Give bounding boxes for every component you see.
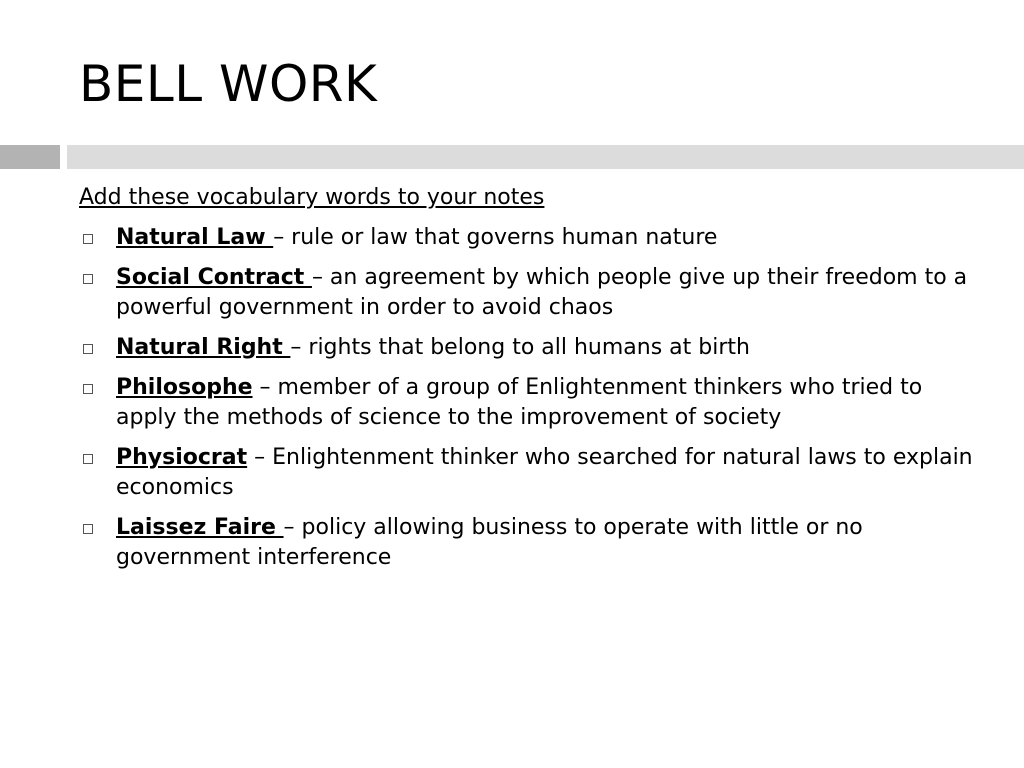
hollow-square-icon (83, 234, 93, 244)
vocab-definition: – an agreement by which people give up their freedom to a powerful government in order to avoid chaos (116, 265, 968, 320)
vocab-term: Physiocrat (116, 445, 248, 470)
hollow-square-icon (83, 274, 93, 284)
list-item (79, 333, 979, 363)
list-item (79, 443, 979, 503)
hollow-square-icon (83, 454, 93, 464)
vocab-definition: – Enlightenment thinker who searched for natural laws to explain economics (116, 445, 973, 500)
vocabulary-list (79, 223, 979, 573)
accent-bar-right (67, 145, 1024, 169)
list-item (79, 223, 979, 253)
accent-bar-left (0, 145, 60, 169)
list-item (79, 263, 979, 323)
vocab-term: Natural Right (116, 335, 291, 360)
list-item (79, 513, 979, 573)
list-item (79, 373, 979, 433)
intro-text: Add these vocabulary words to your notes (79, 185, 545, 210)
hollow-square-icon (83, 524, 93, 534)
vocab-term: Philosophe (116, 375, 253, 400)
slide-title: BELL WORK (79, 55, 378, 113)
vocab-definition: – rule or law that governs human nature (273, 225, 718, 250)
vocab-term: Laissez Faire (116, 515, 284, 540)
vocab-term: Social Contract (116, 265, 312, 290)
hollow-square-icon (83, 344, 93, 354)
vocab-definition: – policy allowing business to operate with little or no government interference (116, 515, 863, 570)
hollow-square-icon (83, 384, 93, 394)
slide-body (79, 183, 979, 583)
vocab-definition: – member of a group of Enlightenment thinkers who tried to apply the methods of science to the improvement of society (116, 375, 923, 430)
vocab-definition: – rights that belong to all humans at birth (290, 335, 750, 360)
vocab-term: Natural Law (116, 225, 274, 250)
